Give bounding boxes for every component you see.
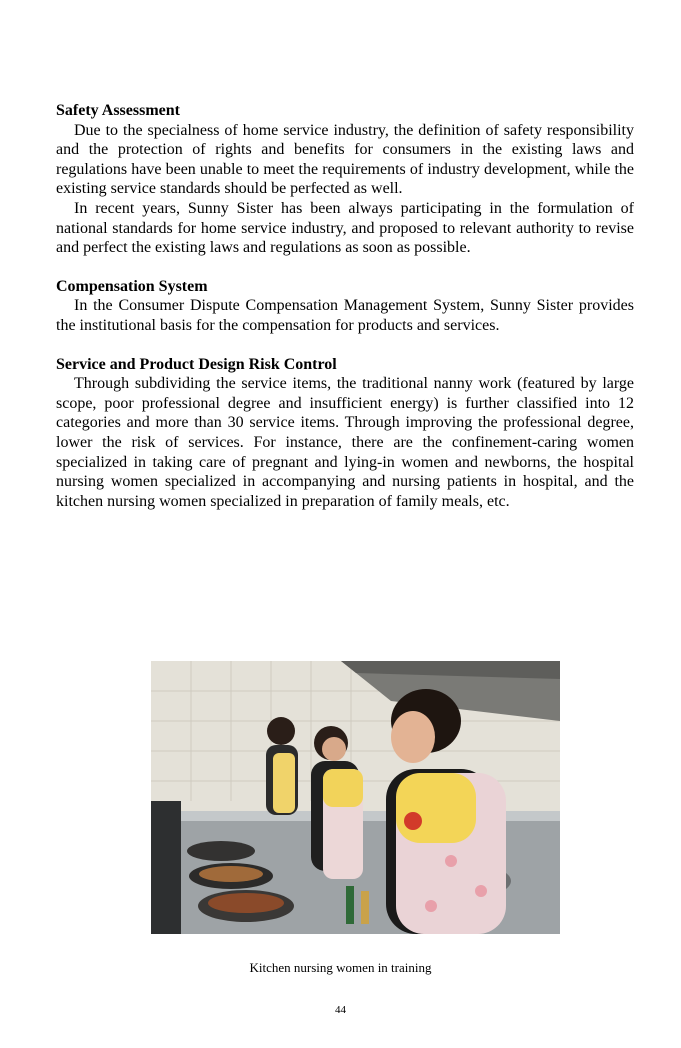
document-body	[56, 101, 634, 530]
paragraph: Due to the specialness of home service industry, the definition of safety responsibility and the protection of rights and benefits for consumers in the existing laws and regulations have been unable to meet the requirements of industry development, while the existing service standards should be perfected as well.	[56, 121, 634, 198]
page-number: 44	[335, 1004, 346, 1016]
section-risk-control	[56, 355, 634, 512]
paragraph: Through subdividing the service items, the traditional nanny work (featured by large scope, poor professional degree and insufficient energy) is further classified into 12 categories and more than 30 service items. Through improving the professional degree, lower the risk of services. For instance, there are the confinement-caring women specialized in taking care of pregnant and lying-in women and newborns, the hospital nursing women specialized in accompanying and nursing patients in hospital, and the kitchen nursing women specialized in preparation of family meals, etc.	[56, 375, 634, 510]
section-heading: Safety Assessment	[56, 102, 180, 119]
kitchen-training-photo	[151, 661, 560, 934]
figure-caption: Kitchen nursing women in training	[249, 960, 432, 975]
section-heading: Compensation System	[56, 277, 208, 295]
paragraph: In the Consumer Dispute Compensation Management System, Sunny Sister provides the institutional basis for the compensation for products and services.	[56, 297, 634, 334]
section-compensation-system	[56, 277, 634, 336]
paragraph: In recent years, Sunny Sister has been always participating in the formulation of national standards for home service industry, and proposed to relevant authority to revise and perfect the existing laws and regulations as soon as possible.	[56, 199, 634, 257]
section-safety-assessment	[56, 101, 634, 258]
section-heading: Service and Product Design Risk Control	[56, 355, 337, 373]
